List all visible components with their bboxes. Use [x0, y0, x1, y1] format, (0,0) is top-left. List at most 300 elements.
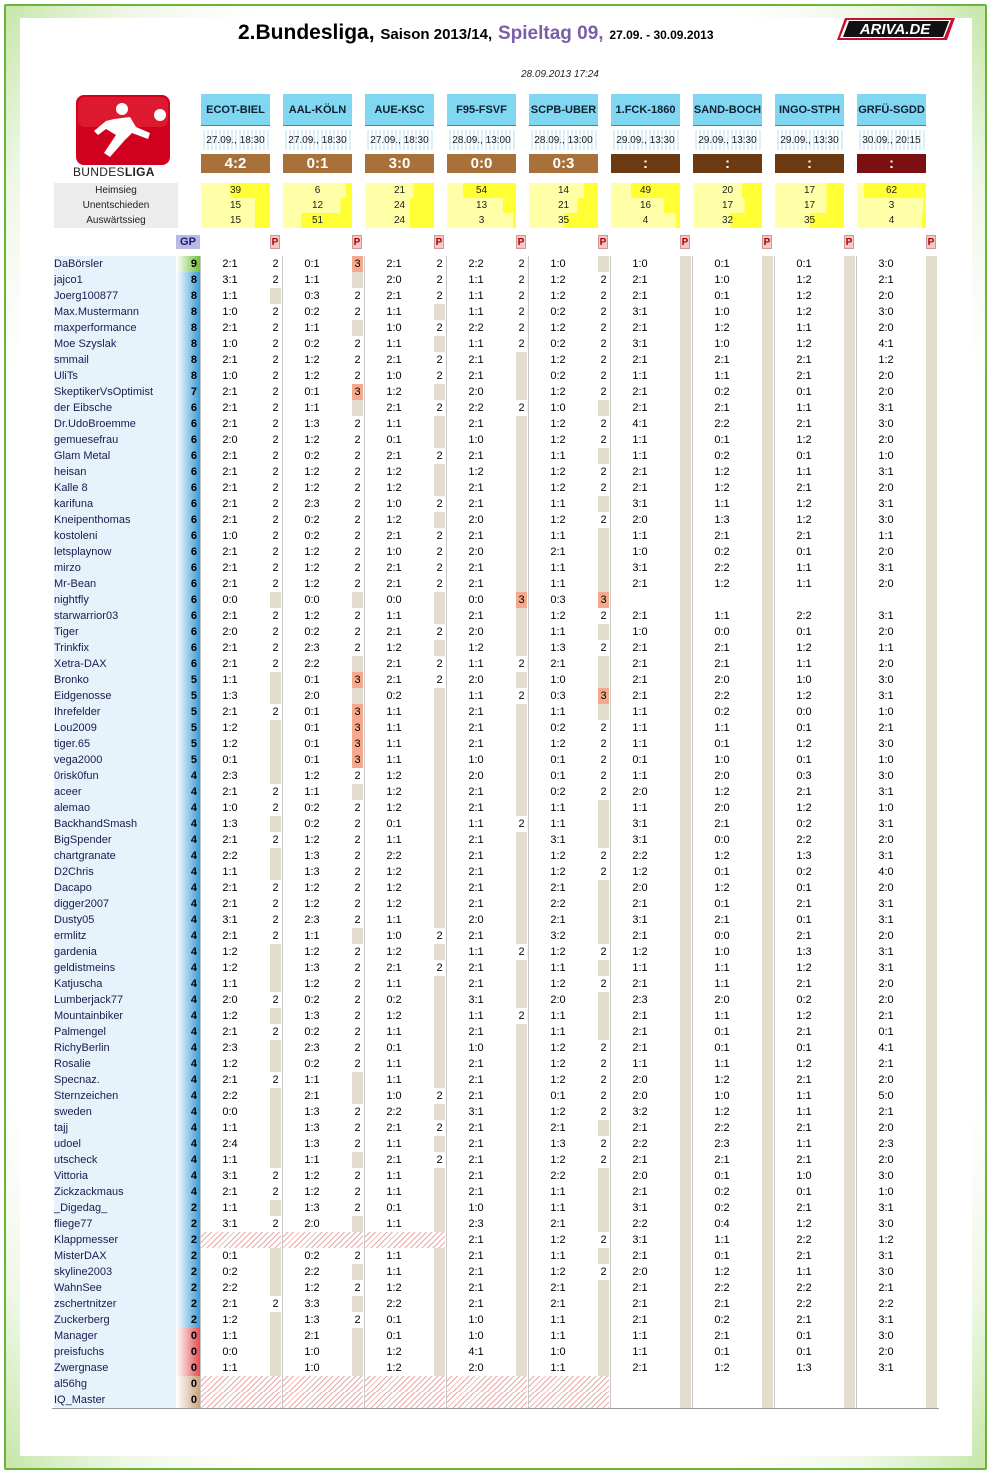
tip-cell[interactable]: 2:2	[550, 1170, 566, 1182]
tip-cell[interactable]: 2:1	[878, 274, 894, 286]
tip-cell[interactable]: 1:1	[550, 1202, 566, 1214]
tip-cell[interactable]: 1:1	[386, 706, 402, 718]
tip-cell[interactable]: 1:2	[632, 866, 648, 878]
tip-cell[interactable]: 2:1	[878, 1282, 894, 1294]
tip-cell[interactable]: 1:1	[878, 642, 894, 654]
tip-cell[interactable]: 1:1	[550, 530, 566, 542]
tip-cell[interactable]: 2:0	[468, 770, 484, 782]
tip-cell[interactable]: 1:0	[386, 370, 402, 382]
tip-cell[interactable]: 0:2	[714, 450, 730, 462]
tip-cell[interactable]: 2:1	[468, 738, 484, 750]
tip-cell[interactable]: 1:3	[796, 850, 812, 862]
tip-cell[interactable]: 1:2	[386, 1362, 402, 1374]
player-name[interactable]: vega2000	[54, 752, 176, 768]
tip-cell[interactable]: 3:1	[878, 498, 894, 510]
tip-cell[interactable]: 0:1	[386, 1330, 402, 1342]
player-name[interactable]: maxperformance	[54, 320, 176, 336]
tip-cell[interactable]: 2:1	[468, 786, 484, 798]
tip-cell[interactable]: 3:1	[550, 834, 566, 846]
player-name[interactable]: alemao	[54, 800, 176, 816]
tip-cell[interactable]: 0:1	[796, 1042, 812, 1054]
tip-cell[interactable]: 1:2	[714, 1362, 730, 1374]
tip-cell[interactable]: 1:2	[550, 274, 566, 286]
tip-cell[interactable]: 2:0	[878, 994, 894, 1006]
tip-cell[interactable]: 1:2	[550, 354, 566, 366]
tip-cell[interactable]: 1:0	[632, 546, 648, 558]
tip-cell[interactable]: 1:1	[468, 818, 484, 830]
player-name[interactable]: Moe Szyslak	[54, 336, 176, 352]
tip-cell[interactable]: 1:3	[304, 1122, 320, 1134]
tip-cell[interactable]: 0:0	[796, 706, 812, 718]
tip-cell[interactable]: 0:0	[468, 594, 484, 606]
tip-cell[interactable]: 2:1	[222, 386, 238, 398]
player-name[interactable]: WahnSee	[54, 1280, 176, 1296]
tip-cell[interactable]: 2:1	[386, 1122, 402, 1134]
tip-cell[interactable]: 1:3	[304, 866, 320, 878]
tip-cell[interactable]: 1:0	[796, 1170, 812, 1182]
tip-cell[interactable]: 1:2	[714, 466, 730, 478]
tip-cell[interactable]: 1:0	[386, 498, 402, 510]
tip-cell[interactable]: 1:2	[386, 866, 402, 878]
tip-cell[interactable]: 0:2	[714, 386, 730, 398]
tip-cell[interactable]: 1:2	[304, 978, 320, 990]
tip-cell[interactable]: 1:1	[632, 1346, 648, 1358]
tip-cell[interactable]: 0:1	[550, 770, 566, 782]
tip-cell[interactable]: 1:3	[222, 690, 238, 702]
tip-cell[interactable]: 0:1	[714, 434, 730, 446]
tip-cell[interactable]: 0:1	[796, 1330, 812, 1342]
tip-cell[interactable]: 2:1	[386, 530, 402, 542]
tip-cell[interactable]: 2:2	[386, 1298, 402, 1310]
tip-cell[interactable]: 1:2	[796, 498, 812, 510]
tip-cell[interactable]: 1:2	[386, 514, 402, 526]
tip-cell[interactable]: 0:2	[304, 802, 320, 814]
tip-cell[interactable]: 1:2	[386, 482, 402, 494]
tip-cell[interactable]: 0:1	[796, 882, 812, 894]
tip-cell[interactable]: 2:0	[878, 626, 894, 638]
tip-cell[interactable]: 1:2	[550, 946, 566, 958]
tip-cell[interactable]: 0:2	[304, 450, 320, 462]
tip-cell[interactable]: 0:1	[714, 1346, 730, 1358]
tip-cell[interactable]: 2:0	[468, 546, 484, 558]
tip-cell[interactable]: 3:1	[878, 402, 894, 414]
tip-cell[interactable]: 2:1	[796, 418, 812, 430]
tip-cell[interactable]: 4:0	[878, 866, 894, 878]
tip-cell[interactable]: 2:0	[878, 1346, 894, 1358]
tip-cell[interactable]: 1:1	[468, 658, 484, 670]
tip-cell[interactable]: 3:1	[632, 306, 648, 318]
tip-cell[interactable]: 1:1	[386, 610, 402, 622]
tip-cell[interactable]: 1:1	[386, 1170, 402, 1182]
points-header[interactable]: P	[599, 236, 607, 248]
tip-cell[interactable]	[611, 1376, 669, 1392]
tip-cell[interactable]: 2:1	[222, 706, 238, 718]
player-name[interactable]: Specnaz.	[54, 1072, 176, 1088]
tip-cell[interactable]: 2:0	[714, 802, 730, 814]
tip-cell[interactable]: 1:2	[878, 354, 894, 366]
tip-cell[interactable]: 2:1	[878, 1106, 894, 1118]
tip-cell[interactable]: 0:2	[550, 370, 566, 382]
tip-cell[interactable]: 1:1	[632, 770, 648, 782]
player-name[interactable]: letsplaynow	[54, 544, 176, 560]
player-name[interactable]: Rosalie	[54, 1056, 176, 1072]
tip-cell[interactable]: 1:2	[796, 738, 812, 750]
points-header[interactable]: P	[517, 236, 525, 248]
tip-cell[interactable]: 1:1	[714, 1234, 730, 1246]
tip-cell[interactable]: 2:1	[632, 1250, 648, 1262]
player-name[interactable]: Zwergnase	[54, 1360, 176, 1376]
tip-cell[interactable]: 2:1	[468, 850, 484, 862]
tip-cell[interactable]: 2:1	[632, 274, 648, 286]
tip-cell[interactable]: 1:2	[304, 1170, 320, 1182]
tip-cell[interactable]: 1:1	[714, 370, 730, 382]
player-name[interactable]: Palmengel	[54, 1024, 176, 1040]
tip-cell[interactable]: 1:2	[796, 290, 812, 302]
player-name[interactable]: Kneipenthomas	[54, 512, 176, 528]
player-name[interactable]: nightfly	[54, 592, 176, 608]
tip-cell[interactable]: 1:2	[550, 850, 566, 862]
tip-cell[interactable]: 2:1	[222, 482, 238, 494]
tip-cell[interactable]: 2:1	[386, 562, 402, 574]
tip-cell[interactable]: 0:2	[304, 306, 320, 318]
tip-cell[interactable]: 2:1	[222, 578, 238, 590]
tip-cell[interactable]: 3:0	[878, 514, 894, 526]
tip-cell[interactable]: 1:0	[304, 1362, 320, 1374]
tip-cell[interactable]: 4:1	[878, 338, 894, 350]
tip-cell[interactable]: 3:1	[632, 1234, 648, 1246]
tip-cell[interactable]: 1:1	[386, 1026, 402, 1038]
player-name[interactable]: IQ_Master	[54, 1392, 176, 1408]
tip-cell[interactable]: 1:2	[550, 866, 566, 878]
tip-cell[interactable]: 1:1	[550, 962, 566, 974]
tip-cell[interactable]: 1:0	[468, 1042, 484, 1054]
tip-cell[interactable]	[857, 592, 915, 608]
tip-cell[interactable]: 1:1	[222, 1122, 238, 1134]
tip-cell[interactable]: 1:2	[550, 1266, 566, 1278]
tip-cell[interactable]: 2:1	[468, 898, 484, 910]
tip-cell[interactable]: 1:2	[878, 1234, 894, 1246]
tip-cell[interactable]: 1:2	[550, 738, 566, 750]
player-name[interactable]: Mr-Bean	[54, 576, 176, 592]
tip-cell[interactable]: 1:2	[714, 786, 730, 798]
player-name[interactable]: Lou2009	[54, 720, 176, 736]
tip-cell[interactable]: 0:1	[714, 290, 730, 302]
tip-cell[interactable]: 2:1	[714, 818, 730, 830]
tip-cell[interactable]: 0:1	[304, 674, 320, 686]
tip-cell[interactable]: 2:1	[468, 578, 484, 590]
tip-cell[interactable]: 3:1	[878, 1250, 894, 1262]
tip-cell[interactable]: 2:1	[386, 1154, 402, 1166]
tip-cell[interactable]: 0:1	[796, 258, 812, 270]
tip-cell[interactable]: 1:0	[632, 626, 648, 638]
tip-cell[interactable]: 2:2	[304, 658, 320, 670]
tip-cell[interactable]: 3:1	[468, 1106, 484, 1118]
tip-cell[interactable]: 1:1	[304, 402, 320, 414]
tip-cell[interactable]: 2:0	[714, 674, 730, 686]
tip-cell[interactable]: 2:1	[386, 962, 402, 974]
tip-cell[interactable]: 3:1	[468, 994, 484, 1006]
tip-cell[interactable]: 2:1	[468, 930, 484, 942]
match-header[interactable]: INGO-STPH	[775, 94, 844, 126]
tip-cell[interactable]: 2:0	[878, 882, 894, 894]
tip-cell[interactable]: 2:0	[632, 1266, 648, 1278]
tip-cell[interactable]: 1:2	[796, 306, 812, 318]
tip-cell[interactable]: 0:1	[304, 738, 320, 750]
tip-cell[interactable]: 3:1	[222, 1170, 238, 1182]
tip-cell[interactable]: 2:1	[796, 1122, 812, 1134]
tip-cell[interactable]: 1:2	[714, 578, 730, 590]
tip-cell[interactable]: 1:1	[550, 578, 566, 590]
tip-cell[interactable]: 2:2	[796, 834, 812, 846]
tip-cell[interactable]: 2:1	[468, 1090, 484, 1102]
player-name[interactable]: heisan	[54, 464, 176, 480]
tip-cell[interactable]: 2:1	[632, 322, 648, 334]
tip-cell[interactable]: 2:3	[304, 914, 320, 926]
player-name[interactable]: BackhandSmash	[54, 816, 176, 832]
tip-cell[interactable]: 1:1	[632, 370, 648, 382]
tip-cell[interactable]: 1:1	[304, 786, 320, 798]
tip-cell[interactable]: 2:1	[632, 386, 648, 398]
tip-cell[interactable]: 0:2	[304, 994, 320, 1006]
tip-cell[interactable]: 1:2	[304, 466, 320, 478]
tip-cell[interactable]: 1:1	[632, 434, 648, 446]
tip-cell[interactable]: 3:1	[632, 562, 648, 574]
tip-cell[interactable]: 2:2	[468, 258, 484, 270]
tip-cell[interactable]: 1:1	[632, 802, 648, 814]
tip-cell[interactable]: 2:0	[304, 1218, 320, 1230]
tip-cell[interactable]: 2:1	[222, 1074, 238, 1086]
tip-cell[interactable]: 1:1	[796, 466, 812, 478]
player-name[interactable]: zschertnitzer	[54, 1296, 176, 1312]
tip-cell[interactable]: 1:2	[550, 1058, 566, 1070]
tip-cell[interactable]: 1:2	[550, 466, 566, 478]
tip-cell[interactable]: 2:0	[878, 482, 894, 494]
tip-cell[interactable]: 1:1	[796, 1266, 812, 1278]
tip-cell[interactable]: 1:2	[550, 1106, 566, 1118]
tip-cell[interactable]: 2:1	[468, 1074, 484, 1086]
tip-cell[interactable]: 2:1	[796, 370, 812, 382]
tip-cell[interactable]: 1:0	[796, 674, 812, 686]
match-header[interactable]: SCPB-UBER	[529, 94, 598, 126]
tip-cell[interactable]: 0:1	[714, 1026, 730, 1038]
match-header[interactable]: F95-FSVF	[447, 94, 516, 126]
tip-cell[interactable]: 1:0	[468, 434, 484, 446]
tip-cell[interactable]: 2:1	[550, 546, 566, 558]
tip-cell[interactable]: 2:1	[550, 914, 566, 926]
tip-cell[interactable]: 1:1	[386, 738, 402, 750]
tip-cell[interactable]: 2:1	[796, 1314, 812, 1326]
tip-cell[interactable]: 1:2	[468, 466, 484, 478]
match-header[interactable]: ECOT-BIEL	[201, 94, 270, 126]
tip-cell[interactable]: 1:0	[714, 754, 730, 766]
tip-cell[interactable]: 1:2	[796, 514, 812, 526]
tip-cell[interactable]: 2:2	[304, 1266, 320, 1278]
tip-cell[interactable]: 2:1	[714, 642, 730, 654]
tip-cell[interactable]: 0:1	[632, 754, 648, 766]
tip-cell[interactable]: 1:1	[550, 626, 566, 638]
tip-cell[interactable]: 2:1	[222, 834, 238, 846]
tip-cell[interactable]: 2:1	[468, 1026, 484, 1038]
player-name[interactable]: Joerg100877	[54, 288, 176, 304]
tip-cell[interactable]: 1:2	[222, 1058, 238, 1070]
tip-cell[interactable]: 1:1	[304, 930, 320, 942]
tip-cell[interactable]: 2:4	[222, 1138, 238, 1150]
tip-cell[interactable]: 1:1	[386, 1138, 402, 1150]
tip-cell[interactable]: 1:1	[222, 674, 238, 686]
tip-cell[interactable]: 3:1	[878, 898, 894, 910]
tip-cell[interactable]	[775, 1376, 833, 1392]
tip-cell[interactable]: 2:1	[632, 610, 648, 622]
player-name[interactable]: Dusty05	[54, 912, 176, 928]
tip-cell[interactable]	[775, 1392, 833, 1408]
tip-cell[interactable]: 3:1	[878, 946, 894, 958]
tip-cell[interactable]: 3:1	[878, 1362, 894, 1374]
tip-cell[interactable]: 1:2	[304, 834, 320, 846]
tip-cell[interactable]: 3:1	[878, 610, 894, 622]
tip-cell[interactable]: 2:1	[632, 898, 648, 910]
tip-cell[interactable]: 2:1	[222, 1298, 238, 1310]
tip-cell[interactable]: 2:1	[386, 354, 402, 366]
tip-cell[interactable]: 1:2	[386, 770, 402, 782]
tip-cell[interactable]: 3:1	[222, 914, 238, 926]
tip-cell[interactable]: 2:1	[222, 514, 238, 526]
tip-cell[interactable]: 0:3	[550, 594, 566, 606]
tip-cell[interactable]: 2:1	[468, 1234, 484, 1246]
tip-cell[interactable]: 1:0	[878, 1186, 894, 1198]
tip-cell[interactable]: 1:2	[550, 482, 566, 494]
tip-cell[interactable]: 2:1	[550, 1282, 566, 1294]
tip-cell[interactable]: 1:0	[878, 706, 894, 718]
tip-cell[interactable]: 2:3	[878, 1138, 894, 1150]
tip-cell[interactable]: 2:2	[714, 418, 730, 430]
tip-cell[interactable]: 2:2	[796, 1282, 812, 1294]
tip-cell[interactable]: 2:0	[222, 994, 238, 1006]
tip-cell[interactable]: 4:1	[878, 1042, 894, 1054]
tip-cell[interactable]: 2:0	[878, 290, 894, 302]
tip-cell[interactable]: 1:2	[386, 1282, 402, 1294]
tip-cell[interactable]: 0:1	[304, 706, 320, 718]
tip-cell[interactable]: 1:1	[714, 962, 730, 974]
tip-cell[interactable]: 0:1	[714, 738, 730, 750]
tip-cell[interactable]: 1:2	[222, 1314, 238, 1326]
tip-cell[interactable]: 2:1	[468, 978, 484, 990]
player-name[interactable]: gardenia	[54, 944, 176, 960]
tip-cell[interactable]: 1:2	[714, 850, 730, 862]
tip-cell[interactable]: 1:3	[304, 418, 320, 430]
player-name[interactable]: skyline2003	[54, 1264, 176, 1280]
tip-cell[interactable]: 0:2	[796, 866, 812, 878]
tip-cell[interactable]: 0:0	[304, 594, 320, 606]
tip-cell[interactable]: 2:1	[468, 1058, 484, 1070]
tip-cell[interactable]: 2:0	[632, 1074, 648, 1086]
tip-cell[interactable]: 2:2	[714, 1122, 730, 1134]
tip-cell[interactable]: 1:1	[632, 450, 648, 462]
tip-cell[interactable]	[857, 1392, 915, 1408]
tip-cell[interactable]: 1:2	[386, 786, 402, 798]
tip-cell[interactable]: 3:1	[632, 498, 648, 510]
tip-cell[interactable]: 2:1	[468, 562, 484, 574]
tip-cell[interactable]: 1:3	[550, 1138, 566, 1150]
tip-cell[interactable]: 3:1	[878, 1202, 894, 1214]
tip-cell[interactable]: 0:2	[304, 530, 320, 542]
tip-cell[interactable]: 1:1	[468, 274, 484, 286]
tip-cell[interactable]: 1:0	[714, 306, 730, 318]
tip-cell[interactable]: 2:0	[550, 994, 566, 1006]
tip-cell[interactable]: 1:2	[386, 898, 402, 910]
tip-cell[interactable]: 0:2	[550, 338, 566, 350]
tip-cell[interactable]: 1:2	[550, 386, 566, 398]
tip-cell[interactable]: 1:0	[222, 530, 238, 542]
tip-cell[interactable]: 1:1	[550, 1026, 566, 1038]
tip-cell[interactable]: 1:1	[632, 530, 648, 542]
tip-cell[interactable]: 1:1	[222, 1330, 238, 1342]
tip-cell[interactable]: 0:1	[550, 1090, 566, 1102]
tip-cell[interactable]: 1:2	[550, 1042, 566, 1054]
player-name[interactable]: D2Chris	[54, 864, 176, 880]
player-name[interactable]: SkeptikerVsOptimist	[54, 384, 176, 400]
tip-cell[interactable]: 0:1	[386, 1314, 402, 1326]
tip-cell[interactable]: 2:1	[714, 354, 730, 366]
player-name[interactable]: Max.Mustermann	[54, 304, 176, 320]
tip-cell[interactable]: 3:1	[878, 818, 894, 830]
player-name[interactable]: digger2007	[54, 896, 176, 912]
tip-cell[interactable]: 0:1	[714, 258, 730, 270]
tip-cell[interactable]: 0:1	[386, 1042, 402, 1054]
tip-cell[interactable]: 0:2	[304, 1026, 320, 1038]
player-name[interactable]: karifuna	[54, 496, 176, 512]
tip-cell[interactable]: 2:1	[386, 402, 402, 414]
tip-cell[interactable]: 2:2	[796, 1234, 812, 1246]
tip-cell[interactable]: 1:3	[304, 1138, 320, 1150]
tip-cell[interactable]	[775, 592, 833, 608]
tip-cell[interactable]: 1:1	[386, 1058, 402, 1070]
tip-cell[interactable]: 3:0	[878, 770, 894, 782]
tip-cell[interactable]: 2:1	[468, 882, 484, 894]
player-name[interactable]: Trinkfix	[54, 640, 176, 656]
tip-cell[interactable]: 2:2	[468, 322, 484, 334]
tip-cell[interactable]: 1:3	[222, 818, 238, 830]
tip-cell[interactable]: 1:2	[304, 482, 320, 494]
tip-cell[interactable]: 1:0	[878, 754, 894, 766]
tip-cell[interactable]: 2:1	[796, 354, 812, 366]
tip-cell[interactable]: 3:0	[878, 1330, 894, 1342]
tip-cell[interactable]: 3:1	[632, 834, 648, 846]
tip-cell[interactable]: 0:1	[304, 258, 320, 270]
tip-cell[interactable]: 2:0	[878, 578, 894, 590]
tip-cell[interactable]: 1:1	[632, 1058, 648, 1070]
tip-cell[interactable]: 0:2	[714, 546, 730, 558]
tip-cell[interactable]: 2:0	[878, 834, 894, 846]
tip-cell[interactable]: 1:2	[550, 978, 566, 990]
tip-cell[interactable]: 0:1	[796, 546, 812, 558]
tip-cell[interactable]: 2:1	[632, 1298, 648, 1310]
tip-cell[interactable]: 1:1	[550, 1362, 566, 1374]
tip-cell[interactable]: 3:1	[878, 562, 894, 574]
tip-cell[interactable]: 2:3	[304, 498, 320, 510]
tip-cell[interactable]: 1:1	[796, 1090, 812, 1102]
tip-cell[interactable]: 2:3	[468, 1218, 484, 1230]
tip-cell[interactable]: 1:1	[714, 1010, 730, 1022]
tip-cell[interactable]: 2:0	[878, 434, 894, 446]
tip-cell[interactable]: 2:1	[468, 1186, 484, 1198]
tip-cell[interactable]: 2:2	[632, 1138, 648, 1150]
tip-cell[interactable]: 1:1	[550, 450, 566, 462]
tip-cell[interactable]: 0:1	[386, 434, 402, 446]
points-header[interactable]: P	[763, 236, 771, 248]
tip-cell[interactable]: 2:1	[222, 450, 238, 462]
tip-cell[interactable]: 1:1	[386, 1186, 402, 1198]
tip-cell[interactable]: 2:2	[222, 1090, 238, 1102]
